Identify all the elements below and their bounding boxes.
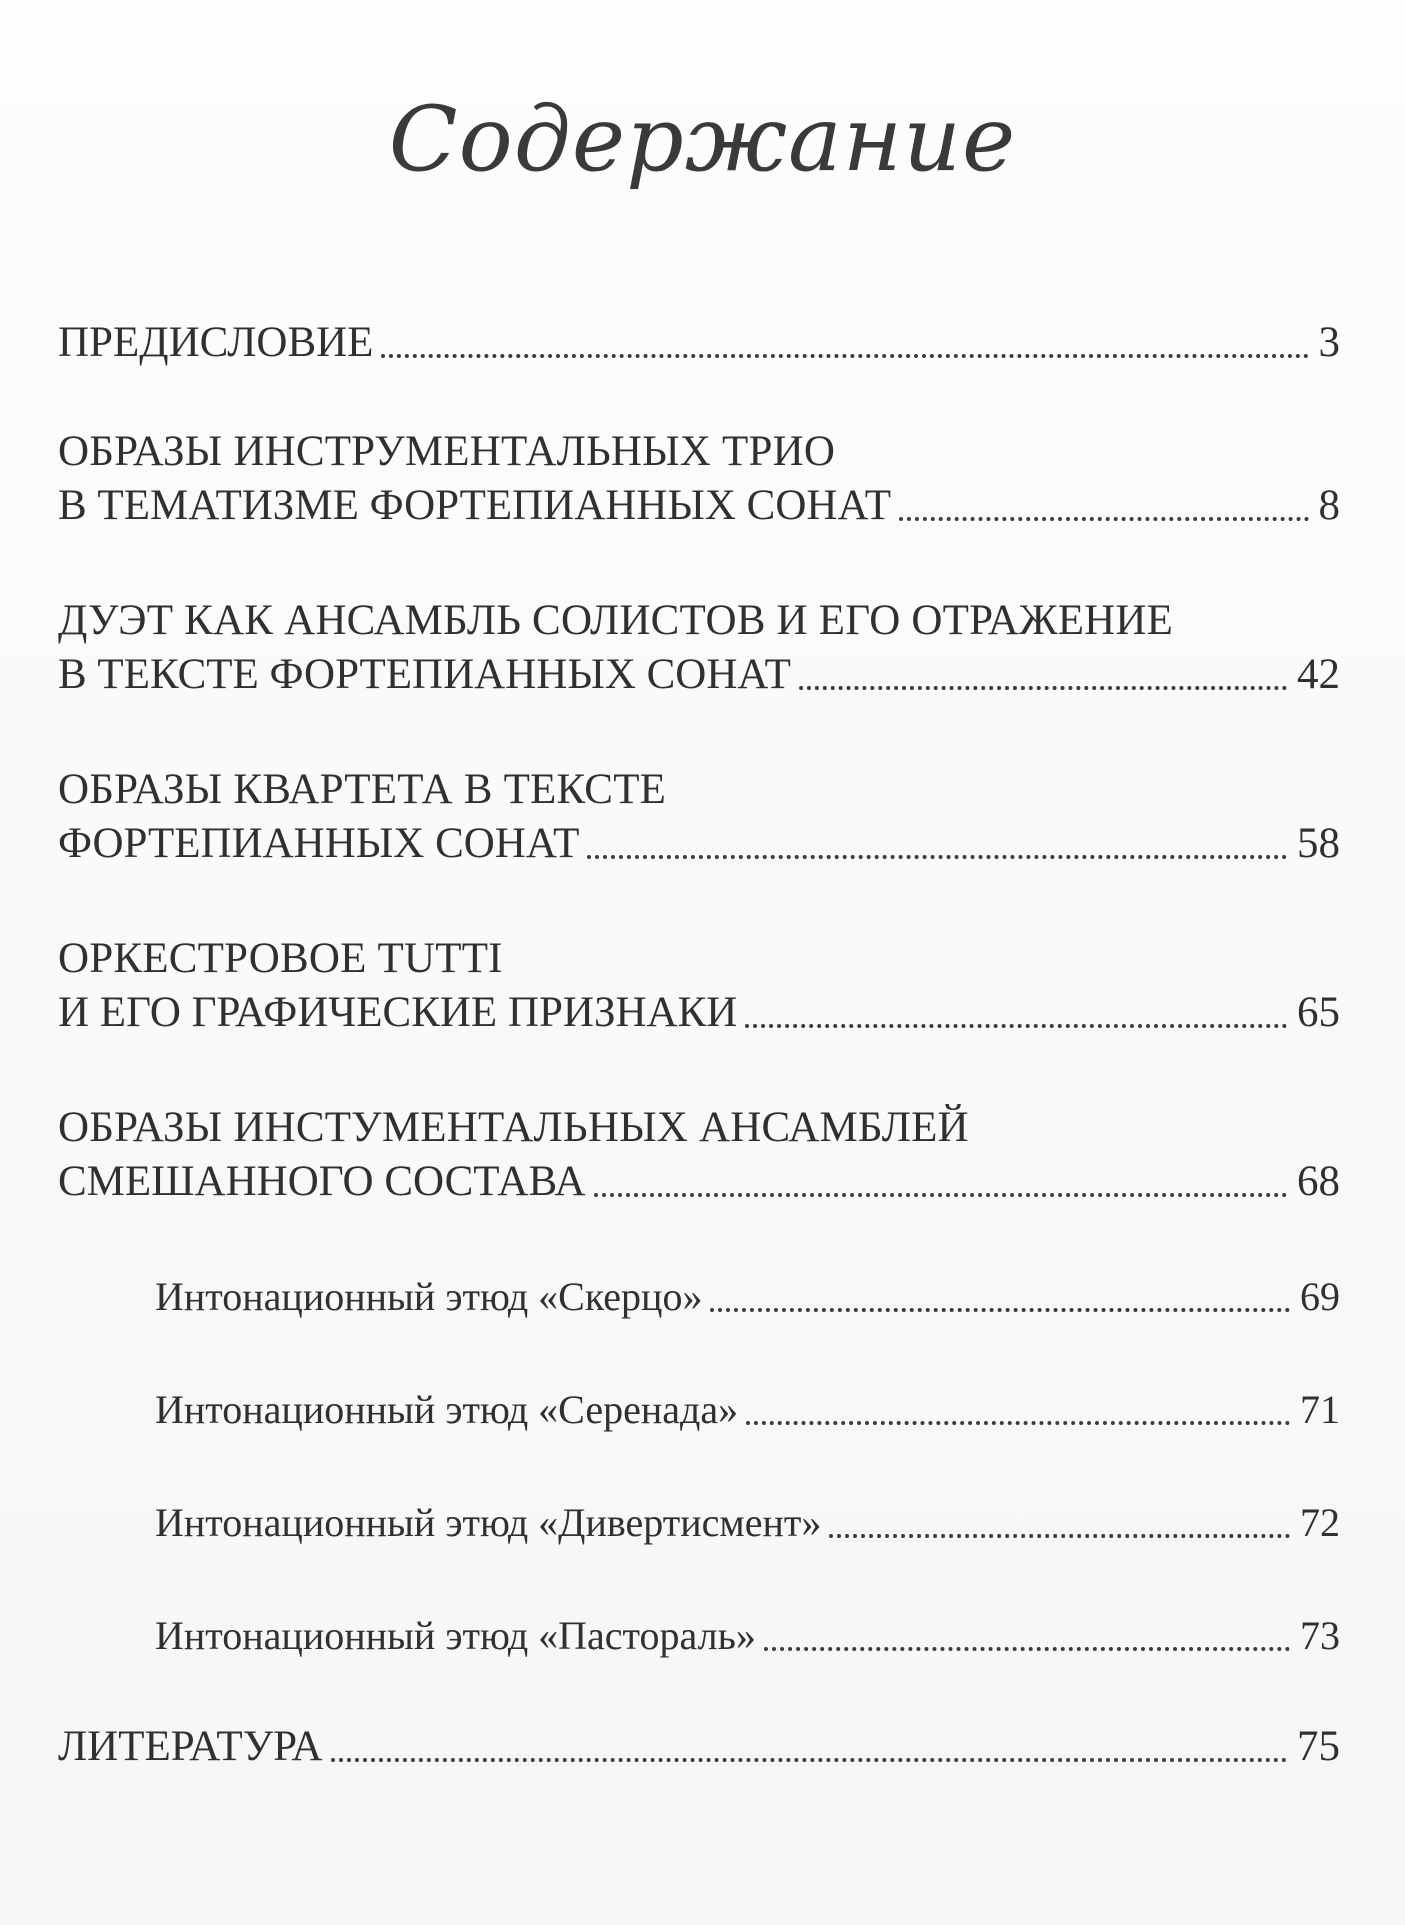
leader-dots [587,855,1287,859]
toc-entry-title: Интонационный этюд «Скерцо» [155,1274,703,1319]
leader-dots [331,1758,1287,1762]
toc-page-number: 68 [1297,1158,1340,1205]
toc-entry-title-line: ОБРАЗЫ ИНСТРУМЕНТАЛЬНЫХ ТРИО [58,428,836,475]
toc-page-number: 73 [1300,1613,1340,1658]
leader-dots [745,1024,1287,1028]
toc-subentry-divertimento[interactable] [155,1496,1340,1550]
toc-page-number: 72 [1300,1500,1340,1545]
toc-entry-title-line: ОРКЕСТРОВОЕ TUTTI [58,935,503,982]
toc-entry-title: Интонационный этюд «Серенада» [155,1387,739,1432]
toc-entry-title: ПРЕДИСЛОВИЕ [58,319,374,366]
toc-page-number: 69 [1300,1274,1340,1319]
toc-entry-title: ФОРТЕПИАННЫХ СОНАТ [58,820,580,867]
leader-dots [829,1534,1290,1538]
toc-page-number: 71 [1300,1387,1340,1432]
toc-entry-title: В ТЕМАТИЗМЕ ФОРТЕПИАННЫХ СОНАТ [58,482,891,529]
leader-dots [799,686,1287,690]
leader-dots [594,1193,1287,1197]
toc-page-number: 3 [1318,319,1340,366]
toc-entry-title: В ТЕКСТЕ ФОРТЕПИАННЫХ СОНАТ [58,651,791,698]
toc-subentry-pastorale[interactable] [155,1609,1340,1663]
leader-dots [710,1308,1290,1312]
toc-entry-title: И ЕГО ГРАФИЧЕСКИЕ ПРИЗНАКИ [58,989,738,1036]
toc-entry-title-line: ОБРАЗЫ КВАРТЕТА В ТЕКСТЕ [58,766,667,813]
toc-entry-literature[interactable] [58,1720,1340,1774]
toc-entry-title: Интонационный этюд «Дивертисмент» [155,1500,822,1545]
toc-page-number: 8 [1318,482,1340,529]
toc-entry-tutti[interactable] [58,932,1340,1040]
toc-page-number: 58 [1297,820,1340,867]
toc-page-number: 65 [1297,989,1340,1036]
toc-entry-quartet[interactable] [58,763,1340,871]
leader-dots [746,1421,1290,1425]
leader-dots [764,1647,1290,1651]
toc-entry-title-line: ДУЭТ КАК АНСАМБЛЬ СОЛИСТОВ И ЕГО ОТРАЖЕНИЕ [58,597,1174,644]
toc-entry-title-line: ОБРАЗЫ ИНСТУМЕНТАЛЬНЫХ АНСАМБЛЕЙ [58,1104,969,1151]
leader-dots [381,354,1308,358]
toc-entry-title: СМЕШАННОГО СОСТАВА [58,1158,586,1205]
toc-entry-duet[interactable] [58,594,1340,702]
toc-subentry-serenade[interactable] [155,1383,1340,1437]
toc-page-number: 42 [1297,651,1340,698]
toc-entry-mixed-ensembles[interactable] [58,1101,1340,1209]
toc-entry-trio[interactable] [58,425,1340,533]
toc-entry-preface[interactable] [58,316,1340,370]
toc-entry-title: ЛИТЕРАТУРА [58,1723,323,1770]
toc-page-number: 75 [1297,1723,1340,1770]
leader-dots [899,517,1309,521]
toc-subentry-scherzo[interactable] [155,1270,1340,1324]
toc-entry-title: Интонационный этюд «Пастораль» [155,1613,756,1658]
page-title: Содержание [388,87,1017,192]
